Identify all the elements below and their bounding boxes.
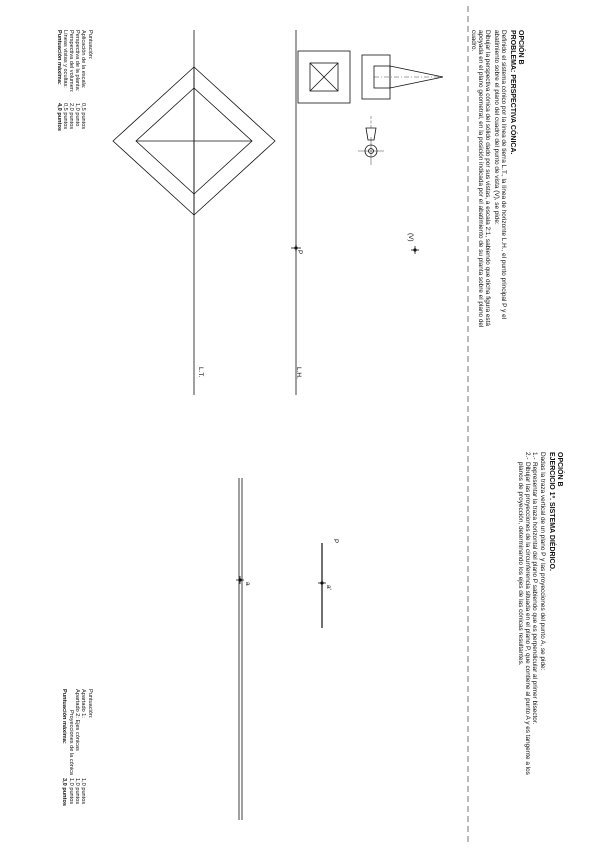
- problem2-item-number: 1.-: [531, 452, 538, 460]
- problem2-scoring-total-value: 3,0 puntos: [61, 778, 67, 806]
- problem2-scoring-label: Proyecciones de la cónica: [68, 710, 74, 775]
- problem1-statement-line: Dibujar la perspectiva cónica del sólido dado por sus vistas, a escala 2:1, sabiendo que dicha figura está: [484, 30, 491, 326]
- problem2-scoring-label: Apartado 2: Ejes cónicas: [74, 689, 80, 751]
- problem1-scoring-total-value: 4,0 puntos: [56, 103, 62, 131]
- principal-point-label: P: [296, 250, 303, 255]
- problem1-statement-line: abatimiento sobre el plano del cuadro del punto de vista (V), se pide:: [493, 30, 500, 225]
- problem2-item-text: Representar la traza horizontal del plano P sabiendo que es perpendicular al primer bisector.: [531, 462, 538, 725]
- problem2-intro: Dadas la traza vertical de un plano P y las proyecciones del punto A, se pide:: [539, 452, 546, 671]
- problem1-scoring-heading: Puntuación:: [87, 30, 93, 60]
- problem1-scoring-label: Líneas vistas y ocultas:: [62, 30, 68, 88]
- problem1-scoring-value: 2,0 puntos: [68, 103, 74, 130]
- problem1-scoring-total-label: Puntuación máxima:: [56, 30, 62, 85]
- problem2-scoring-value: 1,0 puntos: [68, 778, 74, 805]
- viewpoint-label: (V): [407, 233, 414, 242]
- point-a-label: a: [244, 582, 251, 586]
- problem1-scoring-label: Perspectiva de la planta:: [74, 30, 80, 92]
- problem2-title: EJERCICIO 1º. SISTEMA DIÉDRICO.: [548, 452, 555, 571]
- horizon-line-label: L.H.: [295, 367, 302, 379]
- problem1-title: PROBLEMA: PERSPECTIVA CÓNICA.: [509, 30, 516, 155]
- problem2-scoring-total-label: Puntuación máxima:: [61, 689, 67, 744]
- problem2-scoring-label: Apartado 1:: [80, 689, 86, 718]
- problem2-scoring-heading: Puntuación:: [87, 689, 93, 719]
- point-a-prime-label: a': [325, 585, 332, 590]
- problem2-item-text: Dibujar las proyecciones de la circunferencia situada en el plano P, que contiene al punto A y es tangente a los: [524, 462, 531, 775]
- problem1-scoring-label: Aplicación de la escala:: [80, 30, 86, 89]
- problem1-statement-line: Definido el sistema cónico por la línea de tierra L.T., la línea de horizonte L.H., el punto principal P y el: [500, 30, 507, 320]
- problem2-item-number: 2.-: [524, 452, 531, 460]
- problem1-statement-line: cuadro.: [470, 30, 477, 52]
- problem1-statement-line: apoyada en el plano geometral, en la posición indicada por el abatimiento de su planta sobre el plano del: [477, 30, 484, 328]
- problem1-scoring-value: 0,5 puntos: [80, 103, 86, 130]
- plane-trace-label: P: [332, 539, 339, 544]
- problem2-item-text: planos de proyección, determinando los ejes de las cónicas resultantes.: [517, 462, 524, 666]
- problem2-scoring-value: 1,0 puntos: [80, 778, 86, 805]
- ground-line-label: L.T.: [197, 367, 204, 378]
- problem1-option: OPCIÓN B: [517, 30, 524, 65]
- problem1-scoring-label: Perspectiva del volumen:: [68, 30, 74, 93]
- problem1-scoring-value: 1,0 punto: [74, 103, 80, 127]
- problem2-scoring-value: 1,0 puntos: [74, 778, 80, 805]
- problem2-option: OPCIÓN B: [556, 452, 563, 487]
- problem1-scoring-value: 0,5 puntos: [62, 103, 68, 130]
